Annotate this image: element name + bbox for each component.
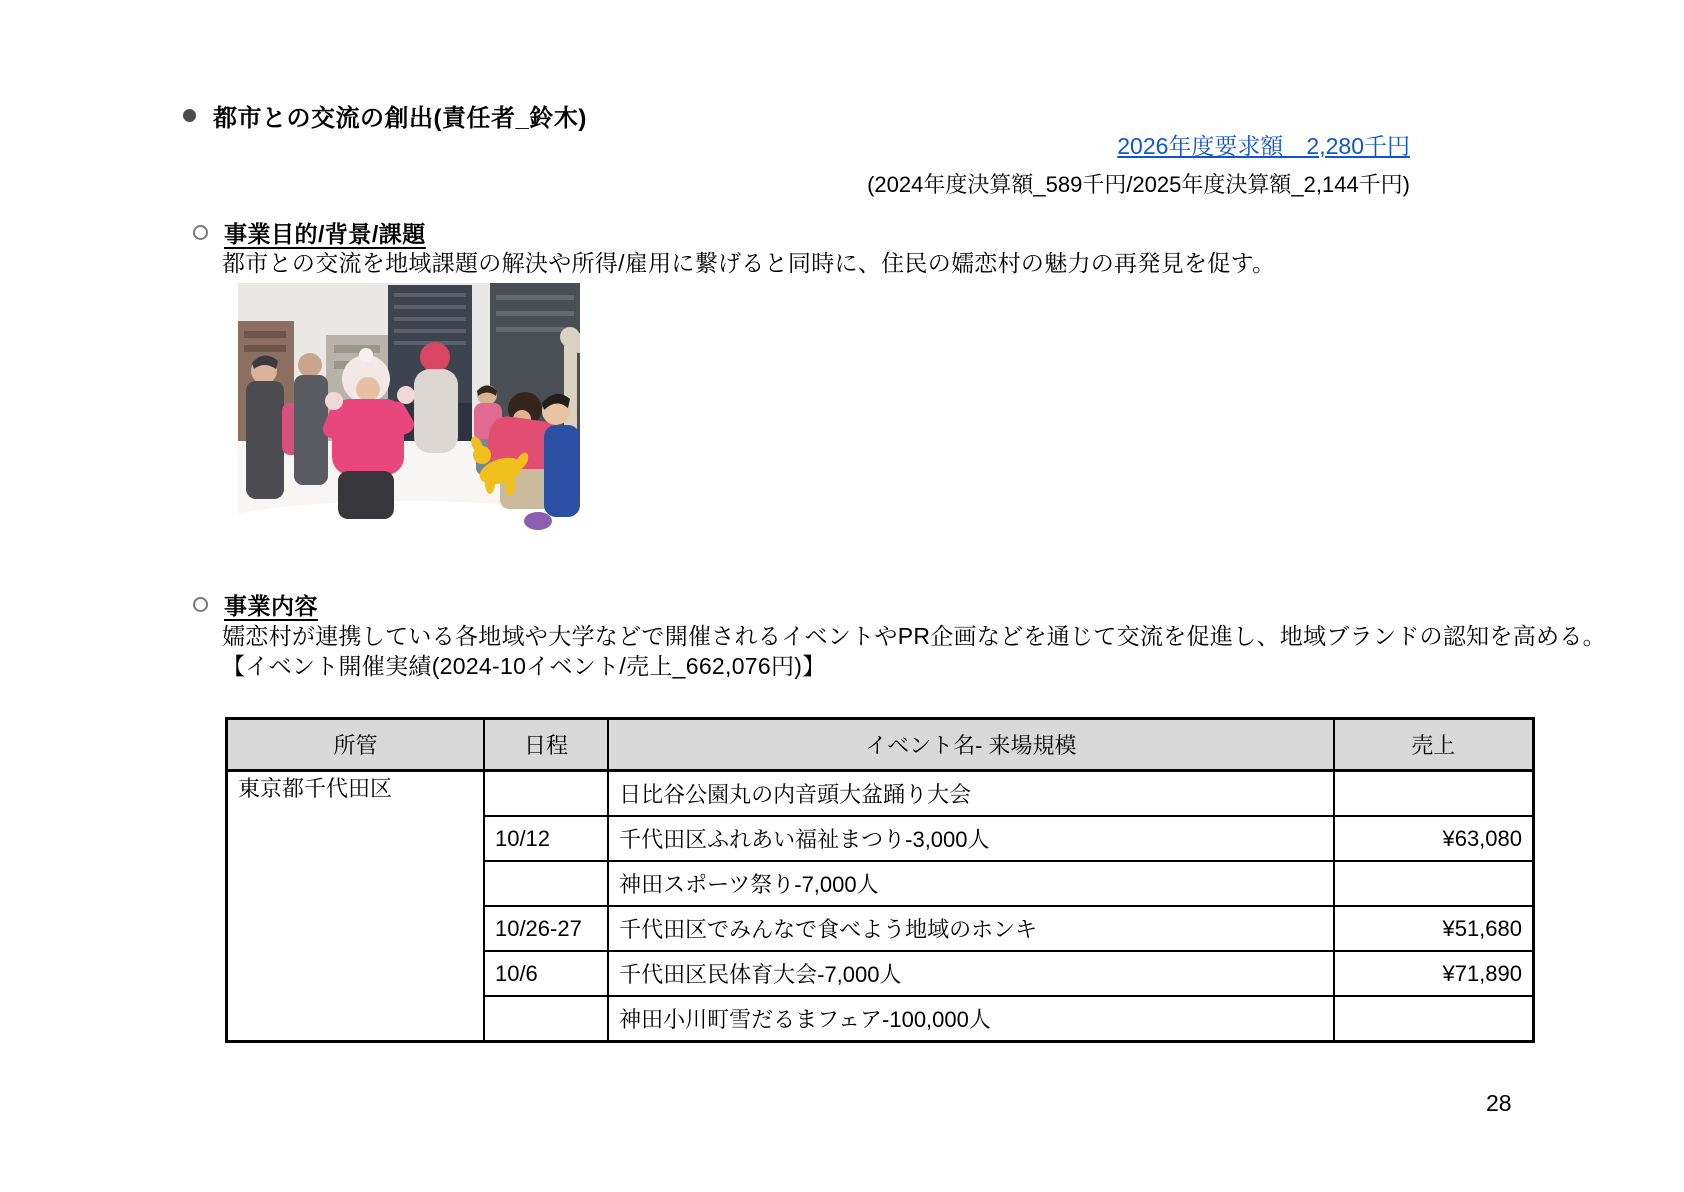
budget-block [867, 128, 1410, 199]
column-header-date: 日程 [484, 719, 608, 771]
event-cell: 神田小川町雪だるまフェア-100,000人 [608, 996, 1333, 1042]
document-title-row [183, 98, 587, 133]
content-section-heading: 事業内容 [224, 593, 318, 619]
sales-cell [1334, 861, 1534, 906]
purpose-section-heading: 事業目的/背景/課題 [224, 221, 426, 247]
date-cell: 10/6 [484, 951, 608, 996]
event-cell: 神田スポーツ祭り-7,000人 [608, 861, 1333, 906]
hollow-bullet-icon [193, 597, 208, 612]
column-header-jurisdiction: 所管 [227, 719, 484, 771]
column-header-event: イベント名- 来場規模 [608, 719, 1333, 771]
event-photo [238, 283, 580, 537]
purpose-body-text: 都市との交流を地域課題の解決や所得/雇用に繋げると同時に、住民の嬬恋村の魅力の再発見を促す。 [222, 250, 1276, 276]
table-row [227, 771, 1534, 817]
table-header-row [227, 719, 1534, 771]
event-results-caption: 【イベント開催実績(2024-10イベント/売上_662,076円)】 [222, 653, 826, 679]
date-cell: 10/26-27 [484, 906, 608, 951]
events-table [225, 717, 1535, 1043]
date-cell [484, 861, 608, 906]
date-cell [484, 996, 608, 1042]
sales-cell: ¥51,680 [1334, 906, 1534, 951]
filled-bullet-icon [183, 109, 196, 122]
column-header-sales: 売上 [1334, 719, 1534, 771]
event-cell: 日比谷公園丸の内音頭大盆踊り大会 [608, 771, 1333, 817]
page-title: 都市との交流の創出(責任者_鈴木) [213, 105, 587, 132]
event-cell: 千代田区民体育大会-7,000人 [608, 951, 1333, 996]
jurisdiction-cell: 東京都千代田区 [227, 771, 484, 1042]
sales-cell [1334, 771, 1534, 817]
sales-cell: ¥63,080 [1334, 816, 1534, 861]
sales-cell: ¥71,890 [1334, 951, 1534, 996]
date-cell: 10/12 [484, 816, 608, 861]
event-cell: 千代田区でみんなで食べよう地域のホンキ [608, 906, 1333, 951]
event-cell: 千代田区ふれあい福祉まつり-3,000人 [608, 816, 1333, 861]
budget-history-text: (2024年度決算額_589千円/2025年度決算額_2,144千円) [867, 172, 1410, 197]
budget-request-link[interactable]: 2026年度要求額 2,280千円 [1117, 133, 1410, 159]
page-number: 28 [1486, 1090, 1512, 1116]
hollow-bullet-icon [193, 225, 208, 240]
content-section-heading-row [193, 588, 318, 621]
event-photo-illustration [238, 283, 580, 537]
content-body-text: 嬬恋村が連携している各地域や大学などで開催されるイベントやPR企画などを通じて交流を促進し、地域ブランドの認知を高める。 [222, 623, 1606, 649]
date-cell [484, 771, 608, 817]
sales-cell [1334, 996, 1534, 1042]
